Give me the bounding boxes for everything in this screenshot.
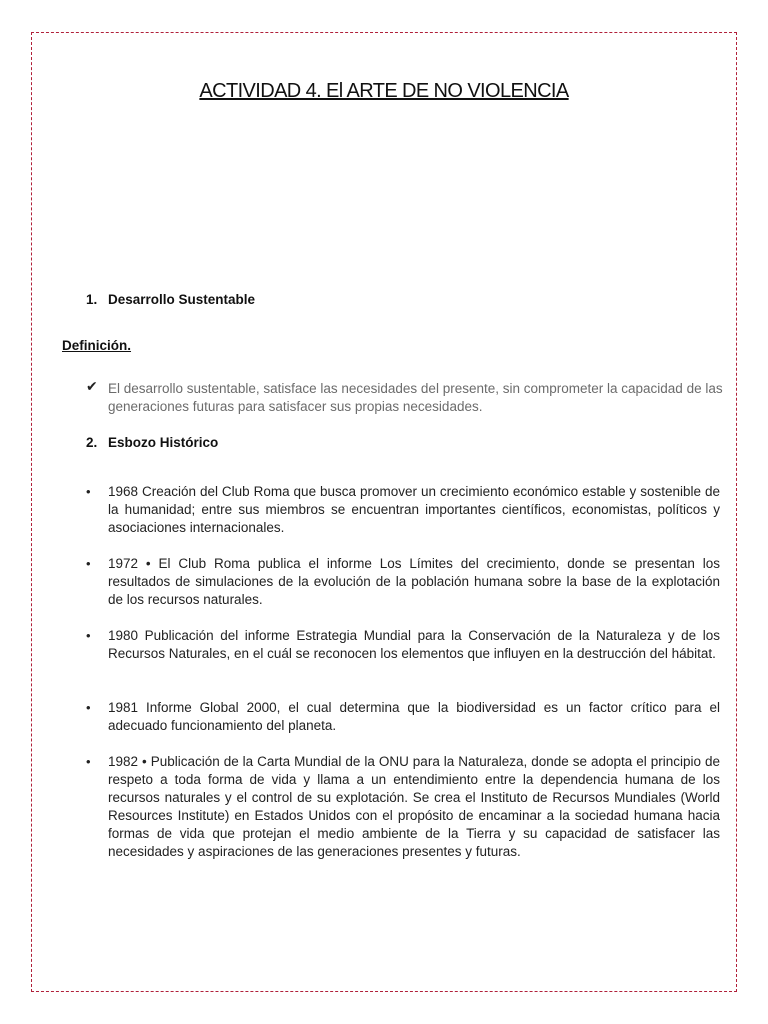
list-item-text: 1972 • El Club Roma publica el informe Los Límites del crecimiento, donde se presentan los resultados de simulaciones de la evolución de la población humana sobre la base de la explotación de los recursos naturales.	[108, 556, 720, 607]
definition-label: Definición.	[62, 338, 132, 353]
list-item-text: 1981 Informe Global 2000, el cual determina que la biodiversidad es un factor crítico para el adecuado funcionamiento del planeta.	[108, 700, 720, 733]
section-number: 2.	[86, 435, 98, 450]
section-label: Desarrollo Sustentable	[108, 292, 256, 307]
section-label: Esbozo Histórico	[108, 435, 219, 450]
document-title: ACTIVIDAD 4. El ARTE DE NO VIOLENCIA	[199, 80, 569, 102]
list-item-text: 1980 Publicación del informe Estrategia Mundial para la Conservación de la Naturaleza y de los Recursos Naturales, en el cuál se reconocen los elementos que influyen en la destrucción del hábitat.	[108, 628, 720, 661]
bullet-icon: •	[86, 484, 91, 499]
check-icon: ✔	[86, 378, 98, 394]
definition-text: El desarrollo sustentable, satisface las necesidades del presente, sin comprometer la capacidad de las generaciones futuras para satisfacer sus propias necesidades.	[108, 381, 723, 414]
list-item-text: 1968 Creación del Club Roma que busca promover un crecimiento económico estable y sostenible de la humanidad; entre sus miembros se encuentran importantes científicos, economistas, políticos y asociaciones internacionales.	[108, 484, 720, 535]
bullet-icon: •	[86, 754, 91, 769]
bullet-icon: •	[86, 700, 91, 715]
section-heading-esbozo	[86, 435, 218, 450]
section-number: 1.	[86, 292, 98, 307]
section-heading-desarrollo	[86, 292, 255, 307]
bullet-icon: •	[86, 556, 91, 571]
list-item-text: 1982 • Publicación de la Carta Mundial de la ONU para la Naturaleza, donde se adopta el principio de respeto a toda forma de vida y llama a un entendimiento entre la dependencia humana de los recursos naturales y el control de su explotación. Se crea el Instituto de Recursos Mundiales (World Resources Institute) en Estados Unidos con el propósito de encaminar a la sociedad humana hacia formas de vida que protejan el medio ambiente de la Tierra y su capacidad de satisfacer las necesidades y aspiraciones de las generaciones presentes y futuras.	[108, 754, 720, 859]
bullet-icon: •	[86, 628, 91, 643]
